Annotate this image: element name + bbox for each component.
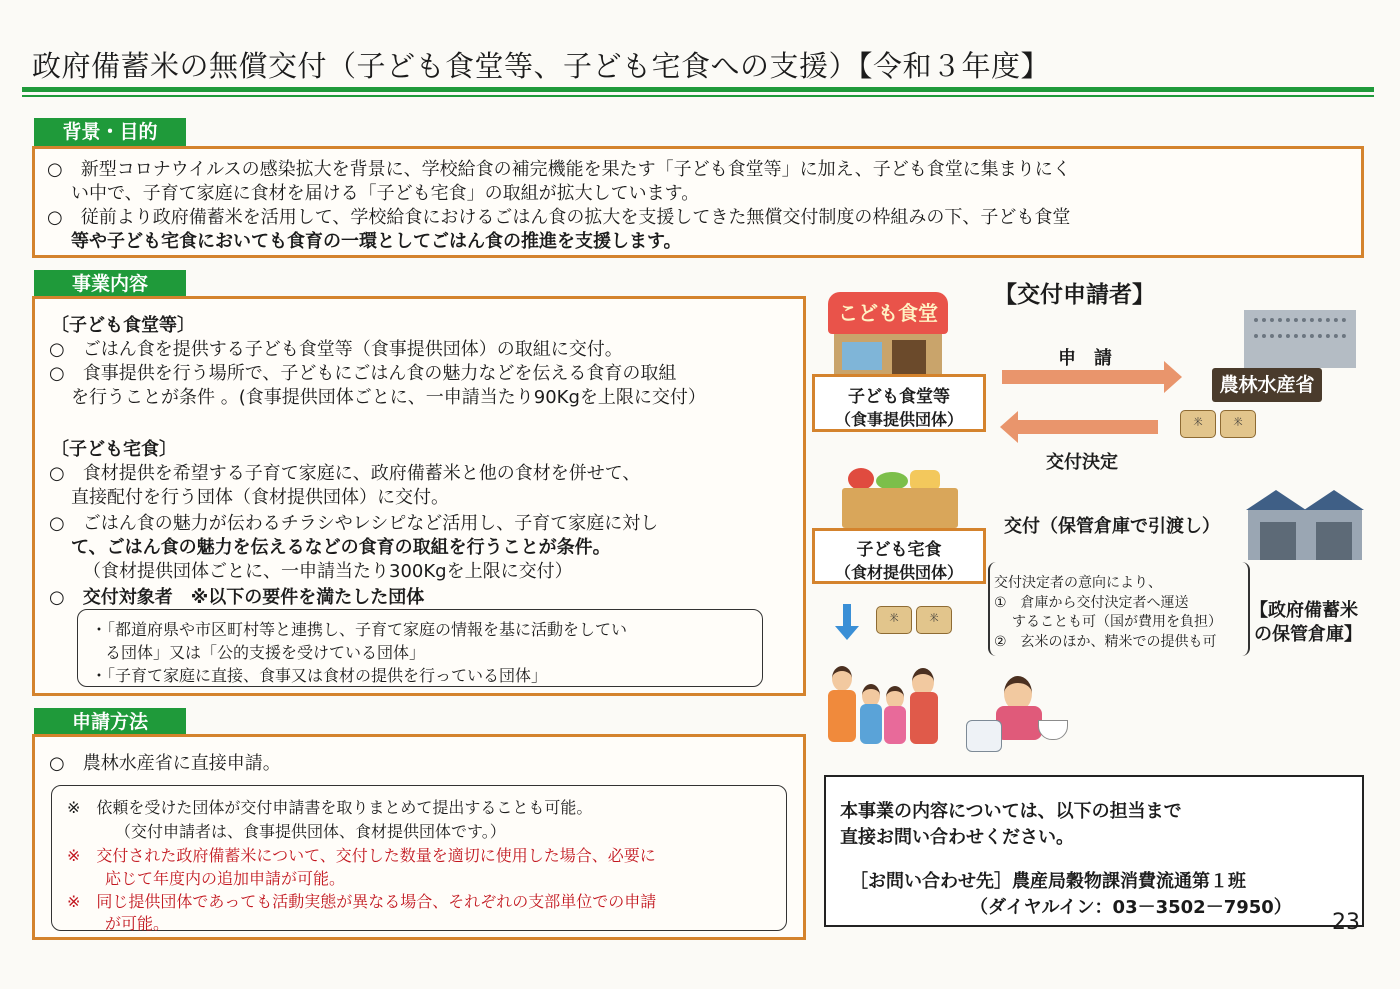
requirement-line: ・「都道府県や市区町村等と連携し、子育て家庭の情報を基に活動をしてい <box>91 620 628 639</box>
apply-note: 応じて年度内の追加申請が可能。 <box>105 869 346 888</box>
requirement-line: る団体」又は「公的支援を受けている団体」 <box>105 643 426 662</box>
delivery-note: ① 倉庫から交付決定者へ運送 <box>994 595 1189 611</box>
apply-note: ※ 依頼を受けた団体が交付申請書を取りまとめて提出することも可能。 <box>67 798 593 817</box>
background-line: ○ 従前より政府備蓄米を活用して、学校給食におけるごはん食の拡大を支援してきた無償交付制度の枠組みの下、子ども食堂 <box>47 207 1071 228</box>
rice-bowl-icon <box>1038 720 1068 740</box>
warehouse-label: の保管倉庫】 <box>1254 624 1362 645</box>
warehouse-door <box>1260 522 1296 560</box>
page-title: 政府備蓄米の無償交付（子ども食堂等、子ども宅食への支援）【令和３年度】 <box>32 49 1051 83</box>
takushoku-label: 子ども宅食 <box>856 540 942 560</box>
warehouse-icon <box>1246 490 1366 562</box>
contact-line: 本事業の内容については、以下の担当まで <box>840 801 1182 822</box>
delivery-note: ② 玄米のほか、精米での提供も可 <box>994 634 1217 650</box>
shokudo-window <box>842 342 882 370</box>
ministry-windows <box>1254 334 1346 344</box>
tomato-icon <box>848 468 874 490</box>
takushoku-line: （食材提供団体ごとに、一申請当たり300Kgを上限に交付） <box>83 561 573 582</box>
background-line: 等や子ども宅食においても食育の一環としてごはん食の推進を支援します。 <box>71 231 682 252</box>
apply-arrow-label: 申 請 <box>1058 348 1112 369</box>
takushoku-line: ○ 交付対象者 ※以下の要件を満たした団体 <box>49 587 425 608</box>
shokudo-heading: 〔子ども食堂等〕 <box>51 315 195 336</box>
warehouse-label: 【政府備蓄米 <box>1250 600 1358 621</box>
shokudo-label-box <box>812 374 986 432</box>
takushoku-line: ○ 食材提供を希望する子育て家庭に、政府備蓄米と他の食材を併せて、 <box>49 463 641 484</box>
warehouse-roof <box>1304 490 1364 510</box>
background-box <box>32 146 1364 258</box>
apply-note: が可能。 <box>105 914 170 933</box>
background-line: ○ 新型コロナウイルスの感染拡大を背景に、学校給食の補完機能を果たす「子ども食堂等」に加え、子ども食堂に集まりにく <box>47 159 1071 180</box>
apply-note: ※ 交付された政府備蓄米について、交付した数量を適切に使用した場合、必要に <box>67 846 656 865</box>
contact-line: ［お問い合わせ先］農産局穀物課消費流通第１班 <box>850 871 1246 892</box>
title-rule-thin <box>22 95 1374 97</box>
rice-sack-icon: 米 <box>1220 410 1256 438</box>
cooking-illustration-icon <box>966 676 1070 754</box>
shokudo-line: を行うことが条件 。(食事提供団体ごとに、一申請当たり90Kgを上限に交付） <box>71 387 706 408</box>
takushoku-heading: 〔子ども宅食〕 <box>51 439 177 460</box>
decision-arrow-icon <box>1016 420 1158 434</box>
rice-sack-icon: 米 <box>1180 410 1216 438</box>
family-illustration-icon <box>828 660 942 752</box>
apply-arrow-icon <box>1002 370 1166 384</box>
takushoku-line: 直接配付を行う団体（食材提供団体）に交付。 <box>71 487 449 508</box>
food-box-icon <box>842 468 958 528</box>
rice-sack-icon: 米 <box>876 606 912 634</box>
apply-note: （交付申請者は、食事提供団体、食材提供団体です。） <box>115 822 506 841</box>
rice-sacks-icon <box>876 606 952 634</box>
shokudo-door <box>892 340 926 376</box>
shokudo-label-sub: （食事提供団体） <box>834 410 963 429</box>
person-body <box>910 692 938 744</box>
rice-sack-icon: 米 <box>916 606 952 634</box>
delivery-note: することも可（国が費用を負担） <box>1012 614 1222 630</box>
background-tab: 背景・目的 <box>34 118 186 146</box>
person-body <box>996 706 1042 740</box>
background-line: い中で、子育て家庭に食材を届ける「子ども宅食」の取組が拡大しています。 <box>71 183 700 204</box>
decision-arrow-label: 交付決定 <box>1046 452 1118 473</box>
takushoku-line: て、ごはん食の魅力を伝えるなどの食育の取組を行うことが条件。 <box>71 537 611 558</box>
content-box <box>32 296 806 696</box>
person-body <box>860 704 882 744</box>
apply-note: ※ 同じ提供団体であっても活動実態が異なる場合、それぞれの支部単位での申請 <box>67 892 657 911</box>
down-arrow-head-icon <box>835 626 859 640</box>
content-tab: 事業内容 <box>34 270 186 298</box>
takushoku-line: ○ ごはん食の魅力が伝わるチラシやレシピなど活用し、子育て家庭に対し <box>49 513 659 534</box>
rice-sacks-icon <box>1180 410 1256 438</box>
takushoku-label-sub: （食材提供団体） <box>834 563 963 582</box>
requirement-line: ・「子育て家庭に直接、食事又は食材の提供を行っている団体」 <box>91 666 548 685</box>
contact-box <box>824 775 1364 927</box>
takushoku-label-box <box>812 528 986 584</box>
shokudo-line: ○ ごはん食を提供する子ども食堂等（食事提供団体）の取組に交付。 <box>49 339 623 360</box>
person-body <box>828 690 856 742</box>
shokudo-line: ○ 食事提供を行う場所で、子どもにごはん食の魅力などを伝える食育の取組 <box>49 363 677 384</box>
applicant-heading: 【交付申請者】 <box>994 282 1155 308</box>
down-arrow-icon <box>843 604 851 628</box>
ministry-building-icon <box>1244 310 1356 368</box>
shokudo-label: 子ども食堂等 <box>848 387 950 407</box>
contact-phone: （ダイヤルイン：03－3502－7950） <box>970 897 1292 918</box>
warehouse-roof <box>1246 490 1306 510</box>
delivery-label: 交付（保管倉庫で引渡し） <box>1004 516 1220 537</box>
page-number: 23 <box>1332 910 1360 935</box>
warehouse-door <box>1316 522 1352 560</box>
shokudo-sign: こども食堂 <box>828 292 948 334</box>
shokudo-building-icon <box>828 292 948 378</box>
rice-cooker-icon <box>966 720 1002 752</box>
ministry-label: 農林水産省 <box>1212 368 1322 402</box>
package-icon <box>910 470 940 490</box>
person-body <box>884 706 906 744</box>
apply-box <box>32 734 806 940</box>
apply-tab: 申請方法 <box>34 708 186 736</box>
delivery-note: 交付決定者の意向により、 <box>994 575 1162 591</box>
contact-line: 直接お問い合わせください。 <box>840 827 1074 848</box>
apply-main-line: ○ 農林水産省に直接申請。 <box>49 753 281 774</box>
ministry-windows <box>1254 318 1346 328</box>
cardboard-box <box>842 488 958 528</box>
person-head <box>832 666 852 691</box>
title-rule <box>22 87 1374 92</box>
